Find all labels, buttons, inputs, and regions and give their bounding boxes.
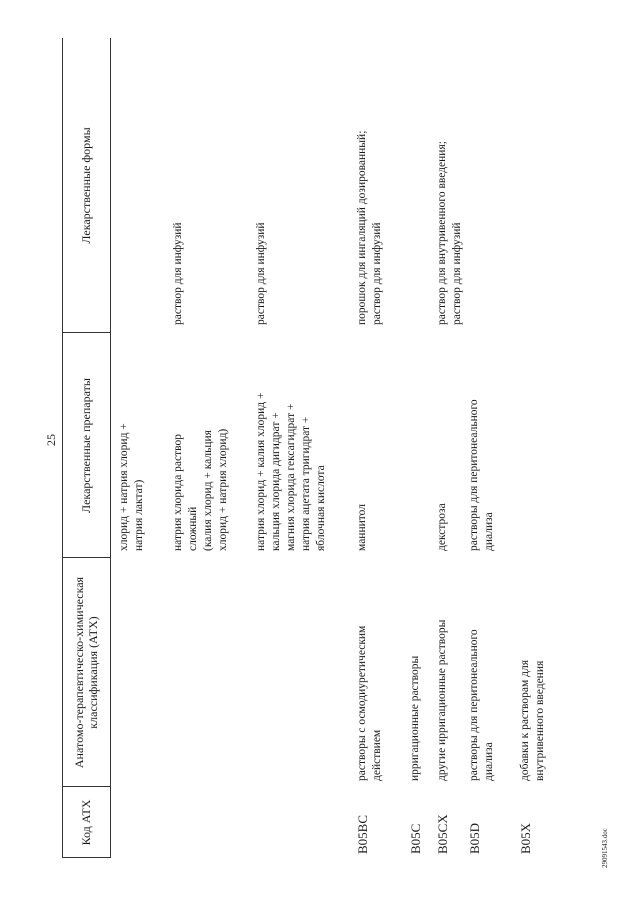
table-header-rule (110, 38, 111, 858)
header-code: Код АТХ (79, 799, 93, 846)
header-atc (62, 558, 110, 787)
atc-code: B05CX (435, 814, 450, 854)
atc-code: B05C (408, 823, 423, 854)
drug-name: маннитол (356, 504, 368, 551)
footer-filename: 2909154З.doc (601, 828, 609, 868)
drug-name: натрия хлорид + калия хлорид + кальция хлорида дигидрат + магния хлорида гексагидрат + натрия ацетата тригидрат + яблочная кислота (255, 392, 327, 551)
drug-name: хлорид + натрия хлорид + натрия лактат) (118, 423, 145, 551)
header-atc-line: классификация (АТХ) (86, 616, 100, 729)
rotated-table (62, 38, 582, 878)
dosage-form: раствор для внутривенного введения; раствор для инфузий (436, 141, 463, 325)
atc-classification: добавки к растворам для внутривенного введения (519, 659, 546, 781)
drug-name: натрия хлорида раствор сложный (калия хлорид + кальция хлорид + натрия хлорид) (172, 428, 229, 551)
atc-code: B05D (467, 822, 482, 854)
atc-classification: растворы с осмодиуретическим действием (356, 625, 383, 781)
page-number: 25 (44, 434, 58, 446)
atc-classification: растворы для перитонеального диализа (468, 629, 495, 781)
atc-classification: другие ирригационные растворы (436, 619, 448, 781)
dosage-form: порошок для ингаляций дозированный; раствор для инфузий (356, 130, 383, 325)
header-atc-line: Анатомо-терапевтическо-химическая (72, 576, 86, 769)
atc-code: B05BC (355, 814, 370, 854)
header-drugs: Лекарственные препараты (79, 378, 93, 513)
drug-name: декстроза (436, 503, 448, 551)
header-forms: Лекарственные формы (79, 127, 93, 244)
atc-classification: ирригационные растворы (409, 655, 421, 781)
atc-code: B05X (518, 822, 533, 854)
drug-name: растворы для перитонеального диализа (468, 399, 495, 551)
dosage-form: раствор для инфузий (172, 222, 184, 325)
dosage-form: раствор для инфузий (255, 222, 267, 325)
